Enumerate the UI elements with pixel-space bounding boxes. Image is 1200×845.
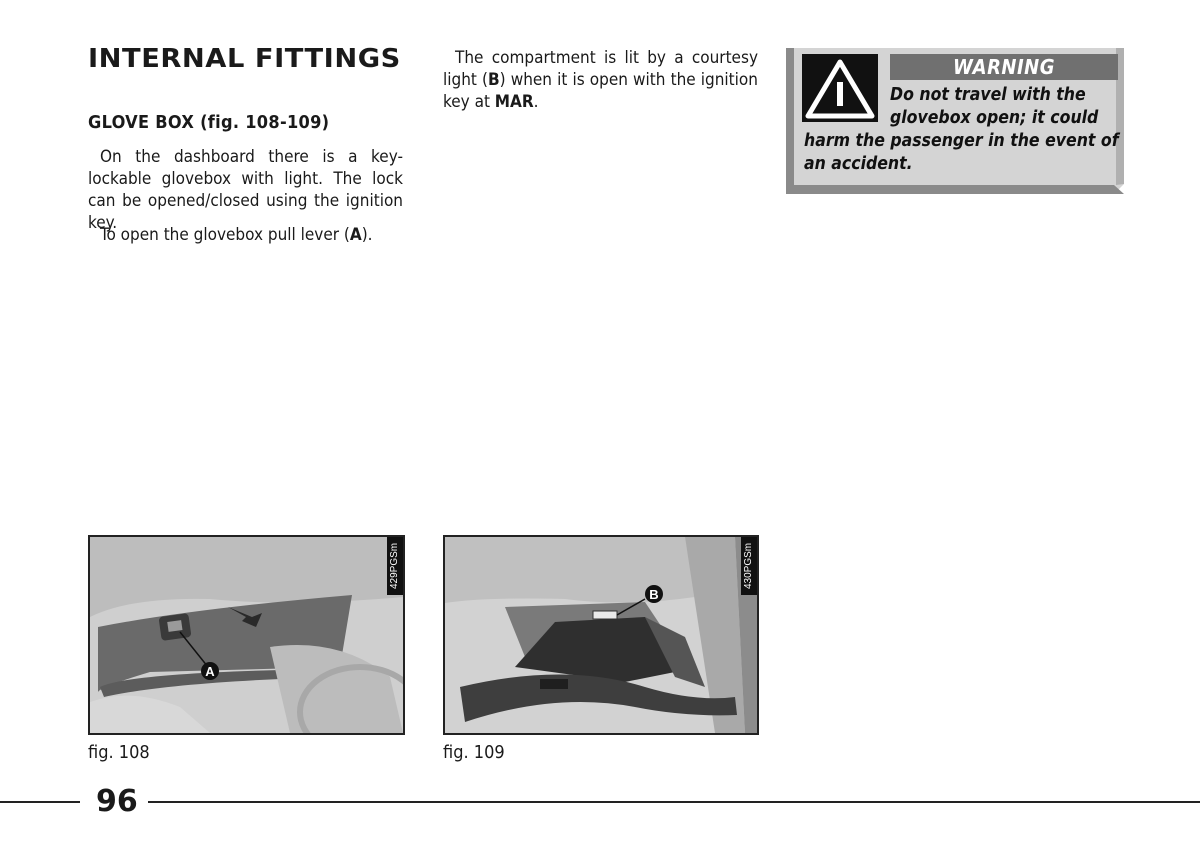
figure-glovebox-open — [443, 535, 759, 735]
warning-line: Do not travel with the — [890, 85, 1086, 105]
text-span: . — [533, 92, 539, 112]
page-number: 96 — [96, 784, 138, 819]
section-title: GLOVE BOX — [88, 112, 195, 133]
text-span: To open the glovebox pull lever ( — [100, 225, 350, 245]
callout-b: B — [649, 587, 659, 602]
page-title: INTERNAL FITTINGS — [88, 44, 401, 74]
figure-glovebox-closed — [88, 535, 405, 735]
warning-triangle-icon — [802, 54, 878, 122]
warning-heading: WARNING — [890, 54, 1118, 80]
text-span: The compartment is lit by a courtesy light ( — [443, 48, 758, 90]
figure-code: 429PGSm — [387, 537, 403, 595]
figure-code: 430PGSm — [741, 537, 757, 595]
light-label: B — [487, 70, 500, 90]
paragraph-courtesy-light — [443, 47, 758, 113]
footer-rule-left — [0, 801, 80, 803]
paragraph-glovebox-description: On the dashboard there is a key-lockable glovebox with light. The lock can be opened/closed using the ignition key. — [88, 147, 403, 233]
figure-caption: fig. 108 — [88, 742, 150, 763]
glovebox-closed-illustration — [90, 537, 403, 733]
warning-box — [786, 48, 1124, 194]
lever-label: A — [349, 225, 362, 245]
warning-line: harm the passenger in the event of — [804, 131, 1119, 151]
paragraph-open-instruction — [88, 224, 403, 246]
warning-line: glovebox open; it could — [890, 108, 1099, 128]
glovebox-open-illustration — [445, 537, 757, 733]
figure-reference: (fig. 108-109) — [200, 112, 330, 133]
footer-rule-right — [148, 801, 1200, 803]
text-span: ) when it is open with the ignition key at — [443, 70, 758, 112]
warning-line: an accident. — [804, 154, 913, 174]
callout-a: A — [205, 664, 215, 679]
text-span: ). — [361, 225, 373, 245]
section-heading — [88, 112, 329, 133]
figure-caption: fig. 109 — [443, 742, 505, 763]
key-position: MAR — [494, 92, 534, 112]
